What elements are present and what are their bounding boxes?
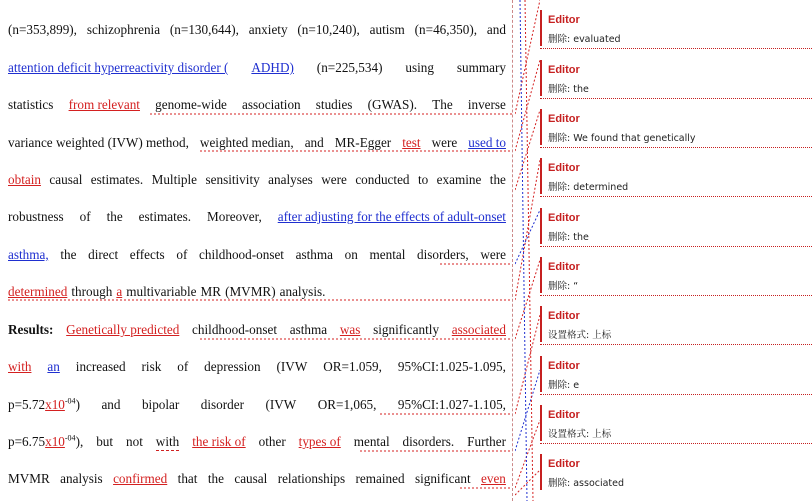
connector-line <box>515 260 540 339</box>
comment-text: 删除: “ <box>548 281 579 292</box>
word: the <box>207 471 224 486</box>
balloon-bar <box>540 109 542 145</box>
comment-author: Editor <box>548 212 580 224</box>
inserted-text[interactable]: from relevant <box>68 97 140 112</box>
balloon-divider <box>540 48 812 49</box>
word: multivariable <box>126 284 197 299</box>
inserted-text[interactable]: x10 <box>45 434 65 449</box>
word: other <box>258 434 286 449</box>
balloon-divider <box>540 344 812 345</box>
results-heading: Results: <box>8 322 54 337</box>
superscript: -04 <box>64 433 76 443</box>
word: using <box>405 60 434 75</box>
comment-author: Editor <box>548 360 580 372</box>
inserted-text[interactable]: obtain <box>8 172 41 187</box>
word: anxiety <box>248 22 288 37</box>
word: Moreover, <box>207 209 262 224</box>
word: analyses <box>268 172 313 187</box>
comment-author: Editor <box>548 162 580 174</box>
comment-text: 删除: determined <box>548 182 629 193</box>
connector-line <box>515 315 540 414</box>
word: causal <box>49 172 83 187</box>
word: mental <box>353 434 390 449</box>
word: depression <box>204 359 261 374</box>
inserted-text[interactable]: asthma, <box>8 247 49 262</box>
inserted-text[interactable]: a <box>116 284 123 299</box>
word: and <box>101 397 121 412</box>
inserted-text[interactable]: Genetically predicted <box>66 322 180 337</box>
comment-balloon[interactable] <box>540 206 812 250</box>
comment-balloon[interactable] <box>540 452 812 496</box>
word: Further <box>467 434 506 449</box>
balloon-divider <box>540 98 812 99</box>
word: and <box>486 22 506 37</box>
comment-author: Editor <box>548 261 580 273</box>
word: (MVMR) <box>225 284 276 299</box>
word: asthma <box>289 322 328 337</box>
inserted-text[interactable]: used to <box>468 135 506 150</box>
word: sensitivity <box>205 172 260 187</box>
word: weighted median, <box>199 135 294 150</box>
word: and <box>304 135 324 150</box>
word: significant <box>414 471 471 486</box>
word: ), <box>75 434 84 449</box>
word: through <box>71 284 113 299</box>
balloon-bar <box>540 405 542 441</box>
word: conducted <box>355 172 410 187</box>
balloon-divider <box>540 196 812 197</box>
inserted-text[interactable]: was <box>339 322 361 337</box>
word: were <box>431 135 458 150</box>
word: mental <box>369 247 406 262</box>
comments-pane <box>540 0 812 501</box>
word: OR=1.059, <box>323 359 382 374</box>
word: 95%CI:1.025-1.095, <box>397 359 506 374</box>
balloon-bar <box>540 257 542 293</box>
word: variance weighted (IVW) method, <box>8 135 189 150</box>
comment-balloon[interactable] <box>540 156 812 200</box>
inserted-text[interactable]: x10 <box>45 397 65 412</box>
comment-author: Editor <box>548 310 580 322</box>
word: were <box>321 172 347 187</box>
word: the <box>60 247 77 262</box>
word: increased <box>75 359 126 374</box>
comment-text: 设置格式: 上标 <box>548 429 612 440</box>
word: (n=46,350), <box>414 22 478 37</box>
comment-text: 删除: the <box>548 232 589 243</box>
word: MR-Egger <box>334 135 392 150</box>
word: ) <box>75 397 80 412</box>
comment-author: Editor <box>548 458 580 470</box>
connector-line <box>520 0 527 501</box>
comment-text: 删除: associated <box>548 478 625 489</box>
word: of <box>79 209 91 224</box>
comment-balloon[interactable] <box>540 354 812 398</box>
word: to <box>417 172 429 187</box>
connector-line <box>515 470 540 495</box>
comment-balloon[interactable] <box>540 8 812 52</box>
word: significantly <box>373 322 440 337</box>
inserted-text[interactable]: after adjusting for the effects of adult-onset <box>277 209 506 224</box>
word: on <box>344 247 358 262</box>
word: with <box>155 434 180 449</box>
connector-line <box>515 0 540 114</box>
word: association <box>242 97 301 112</box>
word: relationships <box>277 471 346 486</box>
word: inverse <box>467 97 506 112</box>
word: but <box>96 434 114 449</box>
word: autism <box>369 22 405 37</box>
word: Multiple <box>151 172 198 187</box>
word: summary <box>456 60 506 75</box>
word: (n=10,240), <box>297 22 360 37</box>
word: disorders, <box>417 247 469 262</box>
balloon-divider <box>540 394 812 395</box>
inserted-text[interactable]: confirmed <box>113 471 168 486</box>
inserted-text[interactable]: types of <box>298 434 341 449</box>
word: 95%CI:1.027-1.105, <box>397 397 506 412</box>
word: MR <box>200 284 222 299</box>
word: schizophrenia <box>86 22 161 37</box>
word: bipolar <box>141 397 180 412</box>
word: (n=130,644), <box>169 22 239 37</box>
superscript: -04 <box>64 396 76 406</box>
word: the <box>106 209 123 224</box>
comment-balloon[interactable] <box>540 403 812 447</box>
balloon-bar <box>540 356 542 392</box>
comment-text: 删除: We found that genetically <box>548 133 696 144</box>
balloon-divider <box>540 147 812 148</box>
word: childhood-onset <box>199 247 284 262</box>
connector-line <box>515 420 540 488</box>
word: causal <box>234 471 268 486</box>
word: genome-wide <box>155 97 227 112</box>
word: disorder <box>200 397 244 412</box>
comment-text: 删除: the <box>548 84 589 95</box>
comment-balloon[interactable] <box>540 107 812 151</box>
balloon-bar <box>540 454 542 490</box>
word: of <box>176 247 188 262</box>
inserted-text[interactable]: even <box>481 471 506 486</box>
comment-text: 删除: e <box>548 380 580 391</box>
inserted-text[interactable]: ADHD) <box>251 60 294 75</box>
comment-balloon[interactable] <box>540 255 812 299</box>
balloon-divider <box>540 246 812 247</box>
comment-text: 删除: evaluated <box>548 34 621 45</box>
balloon-divider <box>540 443 812 444</box>
word: disorders. <box>402 434 455 449</box>
word: analysis <box>60 471 103 486</box>
word: statistics <box>8 97 54 112</box>
comment-text: 设置格式: 上标 <box>548 330 612 341</box>
comment-balloon[interactable] <box>540 58 812 102</box>
word: (n=225,534) <box>316 60 383 75</box>
inserted-text[interactable]: an <box>47 359 60 374</box>
word: p=5.72 <box>8 397 46 412</box>
inserted-text[interactable]: associated <box>451 322 506 337</box>
word: analysis. <box>279 284 326 299</box>
inserted-text[interactable]: with <box>8 359 32 374</box>
word: (GWAS). <box>367 97 418 112</box>
comment-author: Editor <box>548 64 580 76</box>
balloon-divider <box>540 295 812 296</box>
comment-author: Editor <box>548 113 580 125</box>
connector-line <box>515 210 540 264</box>
word: estimates. <box>138 209 192 224</box>
comment-balloon[interactable] <box>540 304 812 348</box>
word: examine <box>436 172 482 187</box>
comment-author: Editor <box>548 14 580 26</box>
word: effects <box>129 247 165 262</box>
word: OR=1,065, <box>317 397 377 412</box>
comment-author: Editor <box>548 409 580 421</box>
word: p=6.75 <box>8 434 46 449</box>
balloon-bar <box>540 158 542 194</box>
word: remained <box>355 471 405 486</box>
word: The <box>432 97 453 112</box>
word: risk <box>141 359 162 374</box>
word: of <box>177 359 189 374</box>
word: childhood-onset <box>192 322 278 337</box>
word: estimates. <box>90 172 144 187</box>
balloon-bar <box>540 60 542 96</box>
inserted-text[interactable]: determined <box>8 284 68 299</box>
connector-line <box>515 110 540 190</box>
balloon-bar <box>540 208 542 244</box>
word: (n=353,899), <box>8 22 77 37</box>
balloon-bar <box>540 10 542 46</box>
word: studies <box>315 97 353 112</box>
word: robustness <box>8 209 64 224</box>
word: (IVW <box>265 397 297 412</box>
word: were <box>480 247 506 262</box>
inserted-text[interactable]: attention deficit hyperreactivity disorder ( <box>8 60 229 75</box>
word: the <box>489 172 506 187</box>
margin-divider <box>512 0 513 501</box>
word: (IVW <box>276 359 308 374</box>
word: MVMR <box>8 471 50 486</box>
word: that <box>177 471 198 486</box>
connector-line <box>515 370 540 451</box>
balloon-bar <box>540 306 542 342</box>
word: direct <box>88 247 119 262</box>
inserted-text[interactable]: the risk of <box>192 434 246 449</box>
inserted-text[interactable]: test <box>402 135 421 150</box>
word: not <box>126 434 143 449</box>
word: asthma <box>295 247 333 262</box>
